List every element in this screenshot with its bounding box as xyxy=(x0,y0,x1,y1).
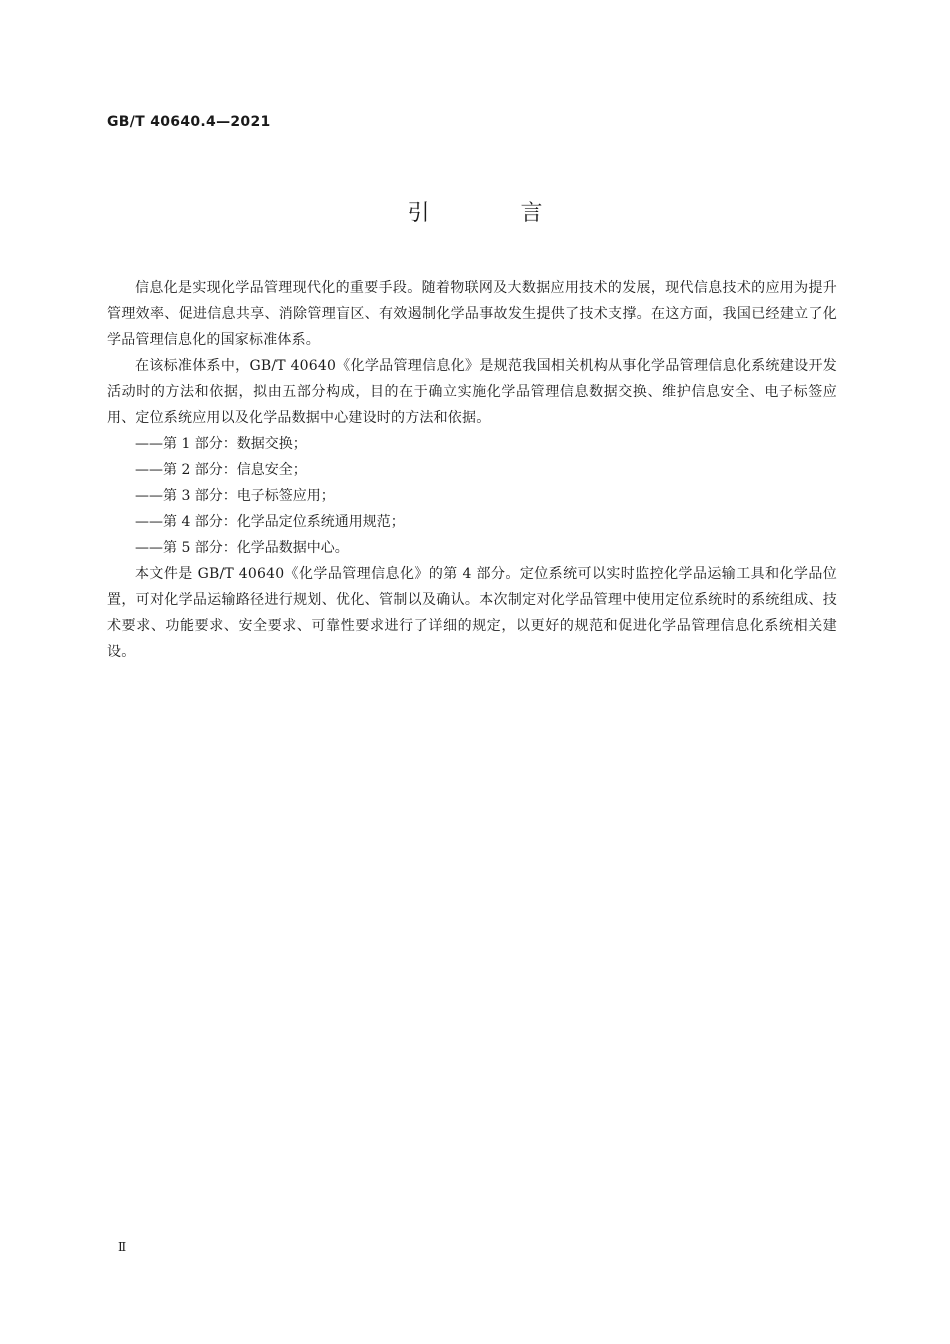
standard-code: GB/T 40640.4—2021 xyxy=(107,114,271,130)
list-item: ——第 3 部分：电子标签应用； xyxy=(135,488,335,504)
list-item: ——第 4 部分：化学品定位系统通用规范； xyxy=(135,514,405,530)
intro-paragraph-1: 信息化是实现化学品管理现代化的重要手段。随着物联网及大数据应用技术的发展，现代信息技术的应用为提升管理效率、促进信息共享、消除管理盲区、有效遏制化学品事故发生提供了技术支撑。在这方面，我国已经建立了化学品管理信息化的国家标准体系。 xyxy=(107,280,837,348)
list-item: ——第 1 部分：数据交换； xyxy=(135,436,307,452)
intro-paragraph-2: 在该标准体系中，GB/T 40640《化学品管理信息化》是规范我国相关机构从事化学品管理信息化系统建设开发活动时的方法和依据，拟由五部分构成，目的在于确立实施化学品管理信息数据交换、维护信息安全、电子标签应用、定位系统应用以及化学品数据中心建设时的方法和依据。 xyxy=(107,358,837,426)
page-number: Ⅱ xyxy=(118,1240,127,1254)
list-item: ——第 5 部分：化学品数据中心。 xyxy=(135,540,349,556)
list-item: ——第 2 部分：信息安全； xyxy=(135,462,307,478)
intro-paragraph-3: 本文件是 GB/T 40640《化学品管理信息化》的第 4 部分。定位系统可以实时监控化学品运输工具和化学品位置，可对化学品运输路径进行规划、优化、管制以及确认。本次制定对化学品管理中使用定位系统时的系统组成、技术要求、功能要求、安全要求、可靠性要求进行了详细的规定，以更好的规范和促进化学品管理信息化系统相关建设。 xyxy=(107,566,837,660)
document-body xyxy=(107,275,837,665)
parts-list xyxy=(107,431,837,561)
page-title: 引 言 xyxy=(407,201,585,226)
